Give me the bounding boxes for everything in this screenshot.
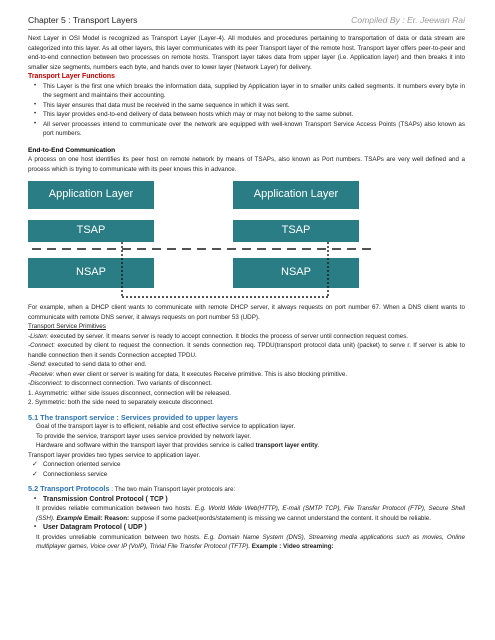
udp-paragraph: It provides unreliable communication between two hosts. E.g. Domain Name System (DNS), Streaming media applications such as movies, Online multiplayer games, Voice over IP (VoIP), Trivial File Transfer Protocol (TFTP). Example : Video streaming:: [36, 533, 465, 550]
udp-title: • User Datagram Protocol ( UDP ): [34, 524, 147, 531]
tsap-box-right: TSAP: [233, 220, 359, 242]
section-5-2-heading: 5.2 Transport Protocols : The two main Transport layer protocols are:: [28, 484, 236, 493]
list-item: • All server processes intend to communicate over the network are equipped with well-known Transport Service Access Points (TSAPs) also known as port numbers.: [34, 120, 465, 137]
checkmark-icon: ✓: [32, 470, 38, 478]
e2e-heading: End-to-End Communication: [28, 146, 116, 154]
bullet-icon: •: [34, 120, 37, 127]
nsap-box-right: NSAP: [233, 258, 359, 288]
chapter-title: Chapter 5 : Transport Layers: [28, 15, 138, 25]
section-5-1-heading: 5.1 The transport service : Services provided to upper layers: [28, 412, 239, 422]
disconnect-line: -Disconnect: to disconnect connection. Two variants of disconnect.: [28, 380, 213, 387]
bullet-icon: •: [34, 101, 37, 108]
intro-paragraph: Next Layer in OSI Model is recognized as Transport Layer (Layer-4). All modules and procedures pertaining to transportation of data or data stream are categorized into this layer. As all other layers, this layer communicates with its peer Transport layer of the remote host. Transport layer offers peer-to-peer and end-to-end connection between two processes on remote hosts. Transport layer takes data from upper layer (i.e. Application layer) and then breaks it into smaller size segments, numbers each byte, and hands over to lower layer (Network Layer) for delivery.: [28, 35, 465, 71]
list-item: • This Layer is the first one which breaks the information data, supplied by Application layer in to smaller units called segments. It numbers every byte in the segment and maintains their accounting.: [34, 82, 465, 99]
author-credit: Compiled By : Er. Jeewan Rai: [351, 15, 465, 25]
bullet-icon: •: [34, 524, 37, 530]
tcp-paragraph: It provides reliable communication between two hosts. E.g. World Wide Web(HTTP), E-mail (SMTP TCP), File Transfer Protocol (FTP), Secure Shell (SSH). Example Email: Reason: suppose if some packet(words/statement) is missing we cannot understand the content. It should be reliable.: [36, 505, 465, 522]
list-item: ✓ Connection oriented service: [32, 461, 121, 468]
tsap-box-left: TSAP: [28, 220, 154, 242]
bullet-icon: •: [34, 111, 37, 117]
nsap-box-left: NSAP: [28, 258, 154, 288]
application-layer-box-right: Application Layer: [233, 181, 359, 209]
asymmetric-line: 1. Asymmetric: either side issues disconnect, connection will be released.: [28, 389, 231, 397]
connection-lines: [28, 178, 433, 300]
checkmark-icon: ✓: [32, 461, 38, 468]
protocols-list: [28, 495, 465, 505]
symmetric-line: 2. Symmetric: both the side need to separately execute disconnect.: [28, 399, 214, 406]
tsap-diagram: [28, 178, 433, 300]
page-content: [28, 34, 465, 552]
list-item: ✓ Connectionless service: [32, 470, 108, 478]
list-item: • This layer ensures that data must be received in the same sequence in which it was sent.: [34, 101, 290, 109]
bullet-icon: •: [34, 495, 37, 502]
s51-line-3: Hardware and software within the transport layer that provides service is called transport layer entity.: [36, 442, 320, 449]
service-types-list: [28, 460, 465, 479]
s51-line-1: Goal of the transport layer is to efficient, reliable and cost effective service to application layer.: [36, 423, 296, 430]
primitives-heading: Transport Service Primitives: [28, 323, 106, 330]
tcp-title: • Transmission Control Protocol ( TCP ): [34, 495, 168, 503]
s51-line-2: To provide the service, transport layer uses service provided by network layer.: [36, 432, 252, 440]
send-line: -Send: executed to send data to other end.: [28, 361, 147, 368]
example-paragraph: For example, when a DHCP client wants to communicate with remote DHCP server, it always requests on port number 67. When a DNS client wants to communicate with remote DNS server, it always requests on port number 53 (UDP).: [28, 304, 465, 321]
receive-line: -Receive: when ever client or server is waiting for data, It executes Receive primitive. This is also blocking primitive.: [28, 370, 348, 378]
page-header: [28, 15, 465, 30]
s51-line-4: Transport layer provides two types service to application layer.: [28, 451, 201, 459]
functions-heading: Transport Layer Functions: [28, 73, 115, 80]
list-item: • This layer provides end-to-end delivery of data between hosts which may or may not belong to the same subnet.: [34, 111, 354, 118]
e2e-paragraph: A process on one host identifies its peer host on remote network by means of TSAPs, also known as Port numbers. TSAPs are very well defined and a process which is trying to communicate with its peer knows this in advance.: [28, 156, 465, 173]
application-layer-box-left: Application Layer: [28, 181, 154, 209]
bullet-icon: •: [34, 82, 37, 89]
functions-list: [28, 82, 465, 139]
listen-line: -Listen: executed by server. It means server is ready to accept connection. It blocks the process of server until connection request comes.: [28, 332, 409, 340]
connect-line: -Connect: executed by client to request the connection. It sends connection req. TPDU(transport protocol data unit) (packet) to serve r. If server is able to handle connection then it sends Connection accepted TPDU.: [28, 342, 465, 359]
